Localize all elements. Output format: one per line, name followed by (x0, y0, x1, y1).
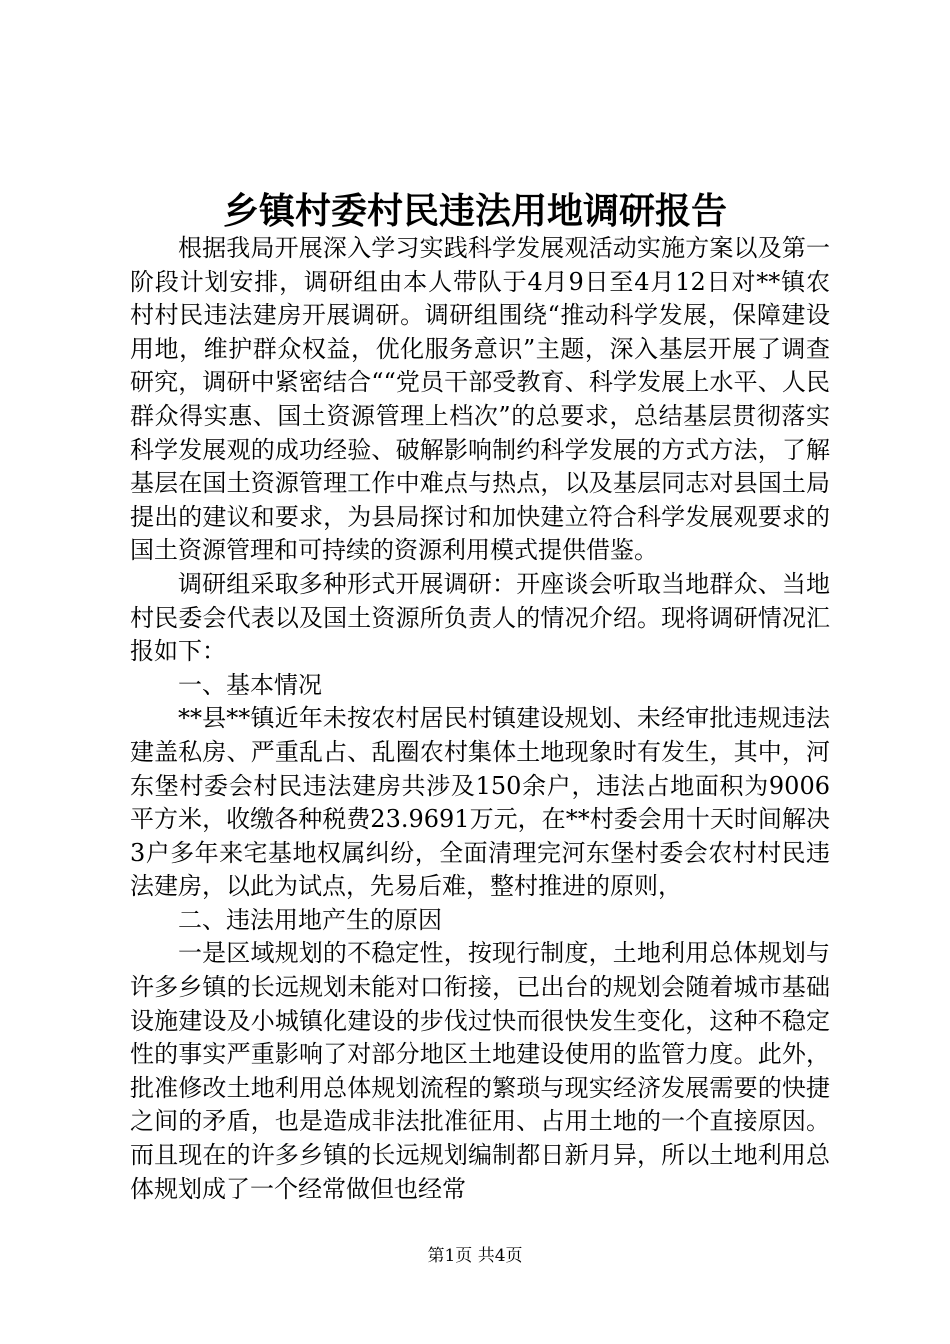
section-heading-basic: 一、基本情况 (178, 670, 322, 699)
page-footer: 第1页 共4页 (427, 1246, 523, 1266)
paragraph-intro: 根据我局开展深入学习实践科学发展观活动实施方案以及第一阶段计划安排，调研组由本人带队于4月9日至4月12日对**镇农村村民违法建房开展调研。调研组围绕“推动科学发展，保障建设用地，维护群众权益，优化服务意识”主题，深入基层开展了调查研究，调研中紧密结合““党员干部受教育、科学发展上水平、人民群众得实惠、国土资源管理上档次”的总要求，总结基层贯彻落实科学发展观的成功经验、破解影响制约科学发展的方式方法，了解基层在国土资源管理工作中难点与热点，以及基层同志对县国土局提出的建议和要求，为县局探讨和加快建立符合科学发展观要求的国土资源管理和可持续的资源利用模式提供借鉴。 (130, 234, 830, 565)
paragraph-methods: 调研组采取多种形式开展调研：开座谈会听取当地群众、当地村民委会代表以及国土资源所负责人的情况介绍。现将调研情况汇报如下： (130, 569, 830, 666)
document-body (130, 232, 830, 1206)
document-title: 乡镇村委村民违法用地调研报告 (222, 190, 727, 232)
section-heading-causes: 二、违法用地产生的原因 (178, 905, 442, 934)
paragraph-basic-situation: **县**镇近年未按农村居民村镇建设规划、未经审批违规违法建盖私房、严重乱占、乱圈农村集体土地现象时有发生，其中，河东堡村委会村民违法建房共涉及150余户，违法占地面积为9006平方米，收缴各种税费23.9691万元，在**村委会用十天时间解决3户多年来宅基地权属纠纷，全面清理完河东堡村委会农村村民违法建房，以此为试点，先易后难，整村推进的原则， (130, 704, 830, 901)
paragraph-cause-one: 一是区域规划的不稳定性，按现行制度，土地利用总体规划与许多乡镇的长远规划未能对口衔接，已出台的规划会随着城市基础设施建设及小城镇化建设的步伐过快而很快发生变化，这种不稳定性的事实严重影响了对部分地区土地建设使用的监管力度。此外，批准修改土地利用总体规划流程的繁琐与现实经济发展需要的快捷之间的矛盾，也是造成非法批准征用、占用土地的一个直接原因。而且现在的许多乡镇的长远规划编制都日新月异，所以土地利用总体规划成了一个经常做但也经常 (130, 939, 830, 1203)
